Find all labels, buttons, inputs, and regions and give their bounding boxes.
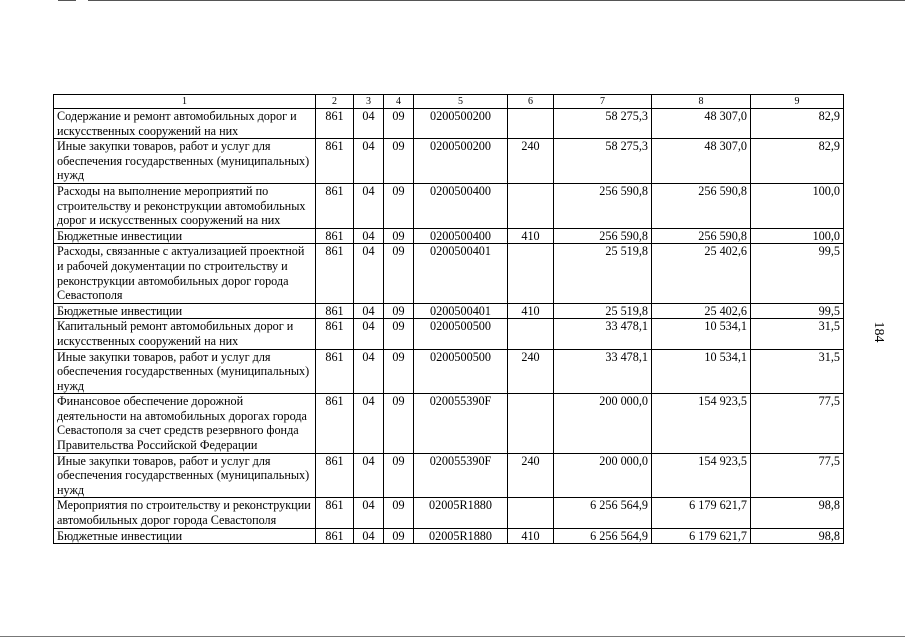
- column-header: 8: [652, 95, 751, 109]
- row-expense-type-cell: [508, 394, 554, 453]
- column-header: 3: [354, 95, 384, 109]
- row-actual-cell: 25 402,6: [652, 244, 751, 303]
- row-expense-type-cell: 410: [508, 228, 554, 244]
- table-body: [54, 109, 844, 544]
- row-target-cell: 0200500401: [414, 244, 508, 303]
- row-section-cell: 04: [354, 498, 384, 528]
- row-percent-cell: 99,5: [751, 244, 844, 303]
- row-plan-cell: 200 000,0: [554, 394, 652, 453]
- row-target-cell: 0200500400: [414, 183, 508, 228]
- row-plan-cell: 256 590,8: [554, 228, 652, 244]
- row-expense-type-cell: 240: [508, 453, 554, 498]
- row-plan-cell: 33 478,1: [554, 349, 652, 394]
- row-name-cell: Бюджетные инвестиции: [54, 528, 316, 544]
- table-row: [54, 139, 844, 184]
- row-plan-cell: 25 519,8: [554, 303, 652, 319]
- row-percent-cell: 77,5: [751, 453, 844, 498]
- top-rule-line: [88, 0, 905, 1]
- row-code-cell: 861: [316, 453, 354, 498]
- row-subsection-cell: 09: [384, 498, 414, 528]
- row-section-cell: 04: [354, 109, 384, 139]
- table-row: [54, 498, 844, 528]
- row-plan-cell: 58 275,3: [554, 109, 652, 139]
- row-section-cell: 04: [354, 349, 384, 394]
- row-percent-cell: 31,5: [751, 319, 844, 349]
- table-row: [54, 453, 844, 498]
- row-actual-cell: 10 534,1: [652, 319, 751, 349]
- row-section-cell: 04: [354, 228, 384, 244]
- row-actual-cell: 154 923,5: [652, 453, 751, 498]
- row-plan-cell: 6 256 564,9: [554, 498, 652, 528]
- row-code-cell: 861: [316, 303, 354, 319]
- row-code-cell: 861: [316, 139, 354, 184]
- table-row: [54, 528, 844, 544]
- row-actual-cell: 48 307,0: [652, 139, 751, 184]
- row-expense-type-cell: 410: [508, 528, 554, 544]
- row-section-cell: 04: [354, 453, 384, 498]
- column-header: 9: [751, 95, 844, 109]
- table-row: [54, 303, 844, 319]
- column-header: 7: [554, 95, 652, 109]
- row-code-cell: 861: [316, 394, 354, 453]
- row-section-cell: 04: [354, 319, 384, 349]
- row-actual-cell: 48 307,0: [652, 109, 751, 139]
- row-target-cell: 0200500500: [414, 349, 508, 394]
- row-section-cell: 04: [354, 139, 384, 184]
- row-expense-type-cell: 240: [508, 349, 554, 394]
- row-target-cell: 020055390F: [414, 394, 508, 453]
- row-target-cell: 0200500401: [414, 303, 508, 319]
- row-name-cell: Капитальный ремонт автомобильных дорог и искусственных сооружений на них: [54, 319, 316, 349]
- row-expense-type-cell: [508, 183, 554, 228]
- row-code-cell: 861: [316, 319, 354, 349]
- row-subsection-cell: 09: [384, 109, 414, 139]
- row-name-cell: Иные закупки товаров, работ и услуг для обеспечения государственных (муниципальных) нужд: [54, 349, 316, 394]
- row-expense-type-cell: [508, 109, 554, 139]
- row-actual-cell: 6 179 621,7: [652, 498, 751, 528]
- row-target-cell: 02005R1880: [414, 498, 508, 528]
- row-name-cell: Бюджетные инвестиции: [54, 228, 316, 244]
- row-plan-cell: 200 000,0: [554, 453, 652, 498]
- row-percent-cell: 100,0: [751, 228, 844, 244]
- column-header: 1: [54, 95, 316, 109]
- row-code-cell: 861: [316, 244, 354, 303]
- row-percent-cell: 98,8: [751, 498, 844, 528]
- row-target-cell: 0200500200: [414, 109, 508, 139]
- row-actual-cell: 256 590,8: [652, 183, 751, 228]
- row-plan-cell: 25 519,8: [554, 244, 652, 303]
- row-subsection-cell: 09: [384, 394, 414, 453]
- row-subsection-cell: 09: [384, 303, 414, 319]
- row-subsection-cell: 09: [384, 453, 414, 498]
- top-tick-line: [58, 0, 76, 1]
- row-expense-type-cell: 240: [508, 139, 554, 184]
- row-section-cell: 04: [354, 303, 384, 319]
- table-row: [54, 183, 844, 228]
- row-subsection-cell: 09: [384, 183, 414, 228]
- row-name-cell: Иные закупки товаров, работ и услуг для обеспечения государственных (муниципальных) нужд: [54, 453, 316, 498]
- header-row: [54, 95, 844, 109]
- row-name-cell: Расходы, связанные с актуализацией проектной и рабочей документации по строительству и реконструкции автомобильных дорог города Севастополя: [54, 244, 316, 303]
- row-target-cell: 02005R1880: [414, 528, 508, 544]
- row-expense-type-cell: [508, 498, 554, 528]
- row-target-cell: 0200500200: [414, 139, 508, 184]
- row-name-cell: Содержание и ремонт автомобильных дорог и искусственных сооружений на них: [54, 109, 316, 139]
- row-plan-cell: 6 256 564,9: [554, 528, 652, 544]
- row-subsection-cell: 09: [384, 139, 414, 184]
- table-row: [54, 349, 844, 394]
- row-actual-cell: 154 923,5: [652, 394, 751, 453]
- row-percent-cell: 77,5: [751, 394, 844, 453]
- row-plan-cell: 256 590,8: [554, 183, 652, 228]
- row-percent-cell: 99,5: [751, 303, 844, 319]
- row-subsection-cell: 09: [384, 228, 414, 244]
- row-actual-cell: 10 534,1: [652, 349, 751, 394]
- row-percent-cell: 98,8: [751, 528, 844, 544]
- row-name-cell: Иные закупки товаров, работ и услуг для обеспечения государственных (муниципальных) нужд: [54, 139, 316, 184]
- column-header: 6: [508, 95, 554, 109]
- row-subsection-cell: 09: [384, 319, 414, 349]
- row-plan-cell: 58 275,3: [554, 139, 652, 184]
- row-section-cell: 04: [354, 394, 384, 453]
- column-header: 2: [316, 95, 354, 109]
- table-row: [54, 244, 844, 303]
- row-code-cell: 861: [316, 528, 354, 544]
- row-percent-cell: 82,9: [751, 139, 844, 184]
- page-number: 184: [871, 321, 886, 343]
- row-expense-type-cell: 410: [508, 303, 554, 319]
- row-subsection-cell: 09: [384, 528, 414, 544]
- row-actual-cell: 6 179 621,7: [652, 528, 751, 544]
- row-percent-cell: 100,0: [751, 183, 844, 228]
- table-row: [54, 319, 844, 349]
- row-target-cell: 020055390F: [414, 453, 508, 498]
- row-code-cell: 861: [316, 109, 354, 139]
- row-target-cell: 0200500500: [414, 319, 508, 349]
- column-header: 4: [384, 95, 414, 109]
- row-name-cell: Расходы на выполнение мероприятий по строительству и реконструкции автомобильных дорог и искусственных сооружений на них: [54, 183, 316, 228]
- row-name-cell: Бюджетные инвестиции: [54, 303, 316, 319]
- row-percent-cell: 31,5: [751, 349, 844, 394]
- row-section-cell: 04: [354, 183, 384, 228]
- row-section-cell: 04: [354, 244, 384, 303]
- row-name-cell: Мероприятия по строительству и реконструкции автомобильных дорог города Севастополя: [54, 498, 316, 528]
- table-row: [54, 109, 844, 139]
- row-subsection-cell: 09: [384, 244, 414, 303]
- table-header: [54, 95, 844, 109]
- row-code-cell: 861: [316, 183, 354, 228]
- table-row: [54, 228, 844, 244]
- row-code-cell: 861: [316, 349, 354, 394]
- row-plan-cell: 33 478,1: [554, 319, 652, 349]
- row-expense-type-cell: [508, 244, 554, 303]
- row-subsection-cell: 09: [384, 349, 414, 394]
- row-name-cell: Финансовое обеспечение дорожной деятельности на автомобильных дорогах города Севастополя за счет средств резервного фонда Правительства Российской Федерации: [54, 394, 316, 453]
- row-code-cell: 861: [316, 498, 354, 528]
- row-target-cell: 0200500400: [414, 228, 508, 244]
- table-row: [54, 394, 844, 453]
- row-expense-type-cell: [508, 319, 554, 349]
- row-code-cell: 861: [316, 228, 354, 244]
- budget-table: [53, 94, 844, 544]
- row-section-cell: 04: [354, 528, 384, 544]
- row-percent-cell: 82,9: [751, 109, 844, 139]
- row-actual-cell: 25 402,6: [652, 303, 751, 319]
- row-actual-cell: 256 590,8: [652, 228, 751, 244]
- bottom-rule-line: [0, 636, 905, 637]
- column-header: 5: [414, 95, 508, 109]
